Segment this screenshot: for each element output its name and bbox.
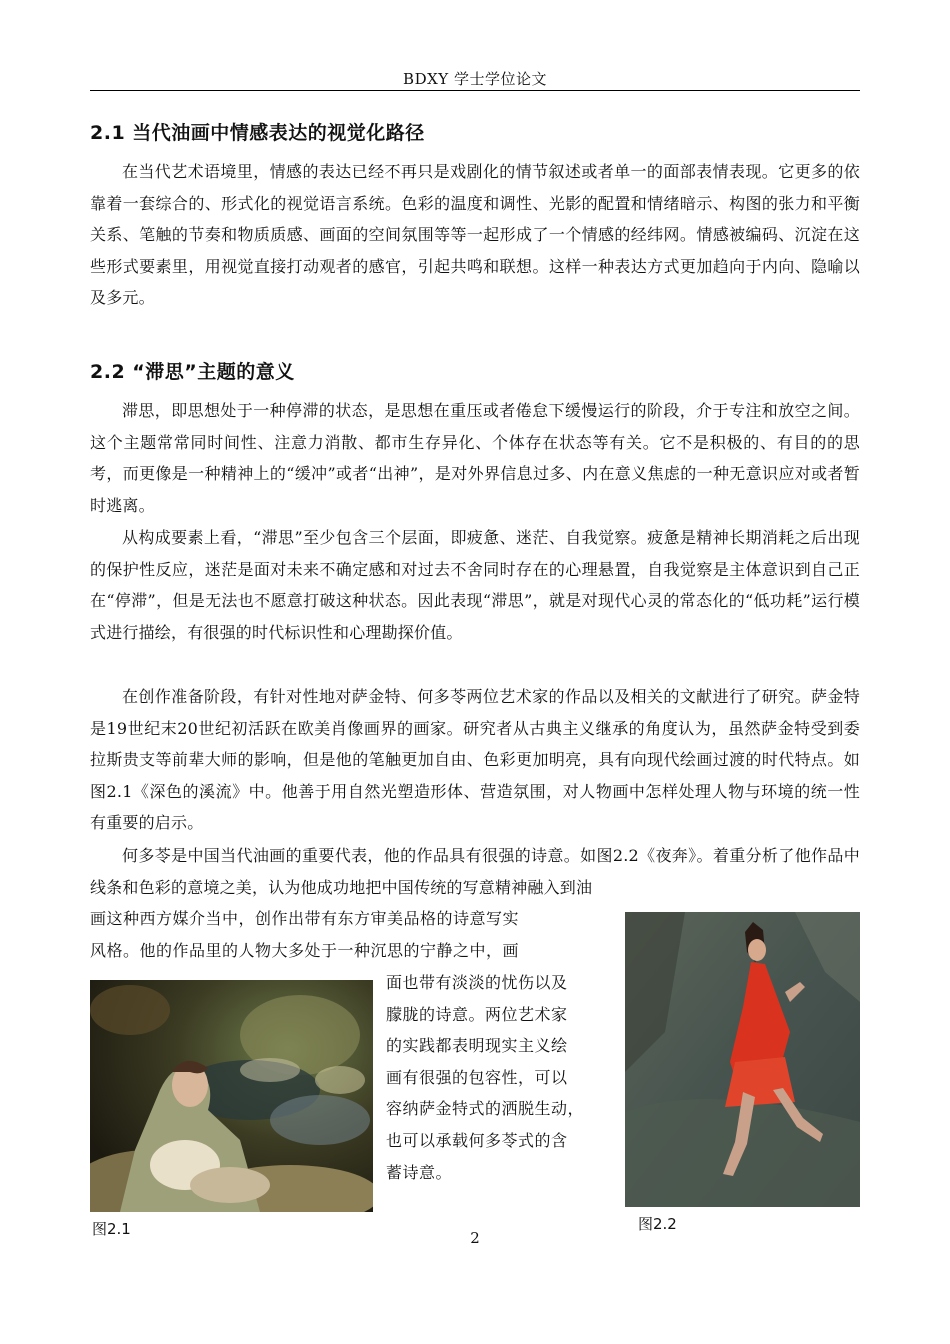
paragraph-line: 风格。他的作品里的人物大多处于一种沉思的宁静之中，画: [90, 941, 520, 960]
wrapped-text-line: 蓄诗意。: [386, 1162, 453, 1182]
section-heading-2-2: 2.2 “滞思”主题的意义: [90, 361, 295, 383]
figure-2-1-caption: 图2.1: [92, 1220, 131, 1238]
paragraph: 在创作准备阶段，有针对性地对萨金特、何多苓两位艺术家的作品以及相关的文献进行了研究。萨金特是19世纪末20世纪初活跃在欧美肖像画界的画家。研究者从古典主义继承的角度认为，虽然萨金特受到委拉斯贵支等前辈大师的影响，但是他的笔触更加自由、色彩更加明亮，具有向现代绘画过渡的时代特点。如图2.1《深色的溪流》中。他善于用自然光塑造形体、营造氛围，对人物画中怎样处理人物与环境的统一性有重要的启示。: [90, 687, 860, 833]
header-rule: [90, 90, 860, 91]
paragraph: 何多苓是中国当代油画的重要代表，他的作品具有很强的诗意。如图2.2《夜奔》。着重分析了他作品中线条和色彩的意境之美，认为他成功地把中国传统的写意精神融入到油: [90, 846, 860, 897]
wrapped-text-line: 画有很强的包容性，可以: [386, 1067, 568, 1087]
wrapped-text-line: 朦胧的诗意。两位艺术家: [386, 1004, 568, 1024]
paragraph: 从构成要素上看，“滞思”至少包含三个层面，即疲惫、迷茫、自我觉察。疲惫是精神长期消耗之后出现的保护性反应，迷茫是面对未来不确定感和对过去不舍同时存在的心理悬置，自我觉察是主体意识到自己正在“停滞”，但是无法也不愿意打破这种状态。因此表现“滞思”，就是对现代心灵的常态化的“低功耗”运行模式进行描绘，有很强的时代标识性和心理勘探价值。: [90, 528, 860, 642]
wrapped-text-line: 容纳萨金特式的洒脱生动，: [386, 1099, 585, 1119]
paragraph: 滞思，即思想处于一种停滞的状态，是思想在重压或者倦怠下缓慢运行的阶段，介于专注和放空之间。这个主题常常同时间性、注意力消散、都市生存异化、个体存在状态等有关。它不是积极的、有目的的思考，而更像是一种精神上的“缓冲”或者“出神”，是对外界信息过多、内在意义焦虑的一种无意识应对或者暂时逃离。: [90, 401, 860, 515]
paragraph-line: 画这种西方媒介当中，创作出带有东方审美品格的诗意写实: [90, 909, 520, 928]
section-heading-2-1: 2.1 当代油画中情感表达的视觉化路径: [90, 122, 425, 144]
wrapped-text-column: [386, 967, 622, 1188]
figure-2-2-painting: [625, 912, 860, 1207]
figure-2-1-painting: [90, 980, 373, 1212]
wrapped-text-line: 也可以承载何多苓式的含: [386, 1130, 568, 1150]
page-header: BDXY 学士学位论文: [403, 70, 547, 88]
paragraph: 在当代艺术语境里，情感的表达已经不再只是戏剧化的情节叙述或者单一的面部表情表现。它更多的依靠着一套综合的、形式化的视觉语言系统。色彩的温度和调性、光影的配置和情绪暗示、构图的张力和平衡关系、笔触的节奏和物质质感、画面的空间氛围等等一起形成了一个情感的经纬网。情感被编码、沉淀在这些形式要素里，用视觉直接打动观者的感官，引起共鸣和联想。这样一种表达方式更加趋向于内向、隐喻以及多元。: [90, 162, 860, 308]
wrapped-text-line: 的实践都表明现实主义绘: [386, 1036, 568, 1056]
page-number: 2: [470, 1229, 480, 1247]
wrapped-text-line: 面也带有淡淡的忧伤以及: [386, 973, 568, 992]
figure-2-2-caption: 图2.2: [638, 1215, 677, 1233]
